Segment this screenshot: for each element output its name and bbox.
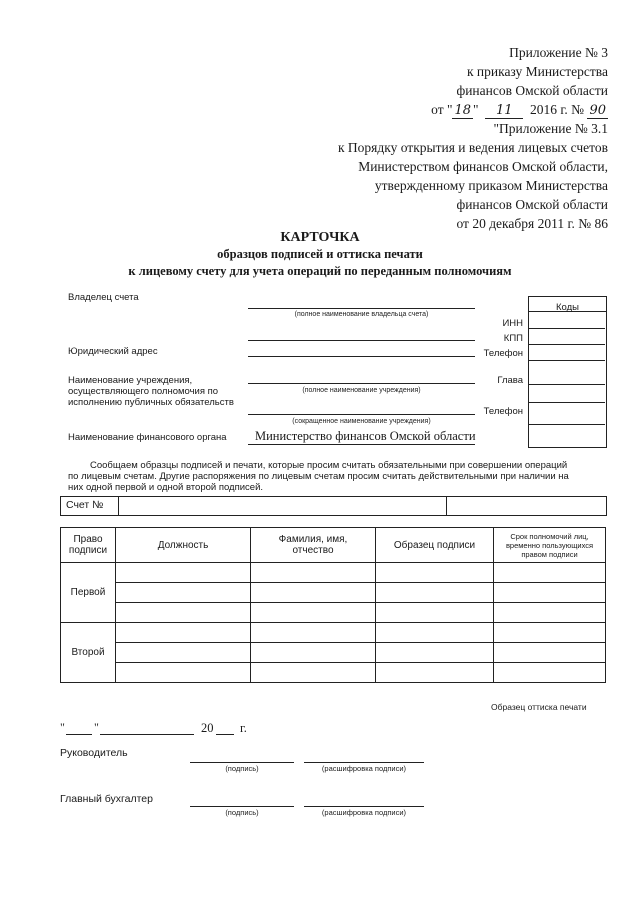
table-row [61, 603, 606, 623]
codes-divider [528, 328, 605, 329]
institution-full-caption: (полное наименование учреждения) [302, 387, 421, 394]
header-line: финансов Омской области [456, 197, 608, 212]
cell-term[interactable] [494, 643, 606, 663]
cell-name[interactable] [251, 623, 376, 643]
cell-position[interactable] [116, 603, 251, 623]
cell-sample[interactable] [376, 623, 494, 643]
finorgan-label: Наименование финансового органа [68, 432, 227, 443]
account-extra-field[interactable] [448, 497, 604, 514]
card-subtitle-1: образцов подписей и оттиска печати [217, 247, 423, 261]
col-header-sample: Образец подписи [376, 528, 494, 563]
owner-field[interactable] [248, 308, 475, 309]
institution-full-field[interactable] [248, 383, 475, 384]
account-number-field[interactable] [120, 497, 445, 514]
cell-name[interactable] [251, 603, 376, 623]
head-decode-caption: (расшифровка подписи) [321, 764, 407, 773]
chief-accountant-label: Главный бухгалтер [60, 793, 153, 805]
table-row [61, 623, 606, 643]
owner-label: Владелец счета [68, 292, 139, 303]
cell-name[interactable] [251, 663, 376, 683]
header-line: к Порядку открытия и ведения лицевых счетов [337, 140, 608, 155]
institution-short-caption: (сокращенное наименование учреждения) [292, 418, 431, 425]
address-label: Юридический адрес [68, 346, 158, 357]
notice-line: них одной первой и одной второй подписей. [68, 482, 264, 493]
codes-divider [528, 402, 605, 403]
notice-line: Сообщаем образцы подписей и печати, которые просим считать обязательными при совершении операций [90, 460, 568, 471]
cell-term[interactable] [494, 663, 606, 683]
col-header-name: Фамилия, имя, отчество [251, 528, 376, 563]
account-divider [446, 496, 447, 516]
account-label: Счет № [66, 499, 104, 511]
codes-divider [528, 384, 605, 385]
date-year-suffix: г. [240, 721, 247, 735]
institution-label-line: Наименование учреждения, [68, 375, 193, 386]
cell-term[interactable] [494, 563, 606, 583]
notice-line: по лицевым счетам. Другие распоряжения по лицевым счетам просим считать действительными при наличии на [68, 471, 569, 482]
cell-position[interactable] [116, 583, 251, 603]
address-field[interactable] [248, 356, 475, 357]
cell-position[interactable] [116, 563, 251, 583]
handwritten-month: 11 [485, 104, 523, 119]
handwritten-day: 18 [454, 103, 472, 118]
date-quote-close: " [94, 720, 99, 734]
table-row [61, 643, 606, 663]
notice-paragraph [68, 460, 608, 493]
institution-label-line: осуществляющего полномочия по [68, 386, 219, 397]
stamp-label: Образец оттиска печати [491, 702, 587, 712]
cell-sample[interactable] [376, 663, 494, 683]
head-decode-field[interactable] [304, 762, 424, 763]
header-line: Приложение № 3 [509, 45, 608, 60]
row-label-first: Первой [61, 563, 116, 623]
cell-sample[interactable] [376, 563, 494, 583]
header-line: финансов Омской области [456, 83, 608, 98]
cell-sample[interactable] [376, 603, 494, 623]
table-header-row [61, 528, 606, 563]
head-sign-caption: (подпись) [225, 764, 259, 773]
appendix-header [338, 43, 608, 233]
cell-position[interactable] [116, 643, 251, 663]
owner-field-line2[interactable] [248, 340, 475, 341]
date-year: 2016 г. № [530, 102, 585, 117]
account-divider [118, 496, 119, 516]
finorgan-value: Министерство финансов Омской области [255, 429, 476, 443]
table-row [61, 583, 606, 603]
card-title: КАРТОЧКА [280, 230, 360, 245]
date-month-field[interactable] [100, 734, 194, 735]
codes-divider [528, 344, 605, 345]
codes-column [528, 311, 607, 448]
codes-divider [528, 360, 605, 361]
header-line: к приказу Министерства [466, 64, 608, 79]
header-line: утвержденному приказом Министерства [374, 178, 608, 193]
inn-label: ИНН [502, 318, 523, 329]
col-header-term: Срок полномочий лиц, временно пользующихся правом подписи [494, 528, 606, 563]
cell-sample[interactable] [376, 583, 494, 603]
card-subtitle-2: к лицевому счету для учета операций по переданным полномочиям [128, 264, 512, 278]
institution-label [68, 375, 234, 408]
header-line: "Приложение № 3.1 [493, 121, 608, 136]
head-label: Глава [497, 375, 523, 386]
table-row [61, 563, 606, 583]
owner-caption: (полное наименование владельца счета) [294, 311, 429, 318]
codes-header-label: Коды [556, 302, 579, 313]
accountant-sign-caption: (подпись) [225, 808, 259, 817]
codes-divider [528, 424, 605, 425]
kpp-label: КПП [503, 333, 523, 344]
col-header-right: Право подписи [61, 528, 116, 563]
accountant-decode-caption: (расшифровка подписи) [321, 808, 407, 817]
cell-name[interactable] [251, 583, 376, 603]
phone2-label: Телефон [483, 406, 523, 417]
signatures-table [60, 527, 606, 683]
col-header-position: Должность [116, 528, 251, 563]
date-day-field[interactable] [66, 734, 92, 735]
row-label-second: Второй [61, 623, 116, 683]
date-year-prefix: 20 [201, 721, 214, 735]
finorgan-field[interactable] [248, 444, 475, 445]
cell-name[interactable] [251, 643, 376, 663]
table-row [61, 663, 606, 683]
cell-term[interactable] [494, 623, 606, 643]
date-prefix: от " [431, 102, 453, 117]
accountant-decode-field[interactable] [304, 806, 424, 807]
institution-label-line: исполнению публичных обязательств [68, 397, 234, 408]
header-line: Министерством финансов Омской области, [358, 159, 608, 174]
cell-sample[interactable] [376, 643, 494, 663]
date-quote: " [473, 102, 479, 117]
accountant-signature-field[interactable] [190, 806, 294, 807]
date-quote-open: " [60, 720, 65, 734]
header-date-line [338, 100, 608, 119]
codes-header [528, 296, 607, 312]
phone-label: Телефон [483, 348, 523, 359]
head-signature-field[interactable] [190, 762, 294, 763]
header-line: от 20 декабря 2011 г. № 86 [456, 216, 608, 231]
cell-position[interactable] [116, 663, 251, 683]
handwritten-number: 90 [589, 103, 606, 118]
head-signer-label: Руководитель [60, 747, 128, 759]
cell-term[interactable] [494, 603, 606, 623]
institution-short-field[interactable] [248, 414, 475, 415]
cell-name[interactable] [251, 563, 376, 583]
cell-term[interactable] [494, 583, 606, 603]
date-year-field[interactable] [216, 734, 234, 735]
cell-position[interactable] [116, 623, 251, 643]
